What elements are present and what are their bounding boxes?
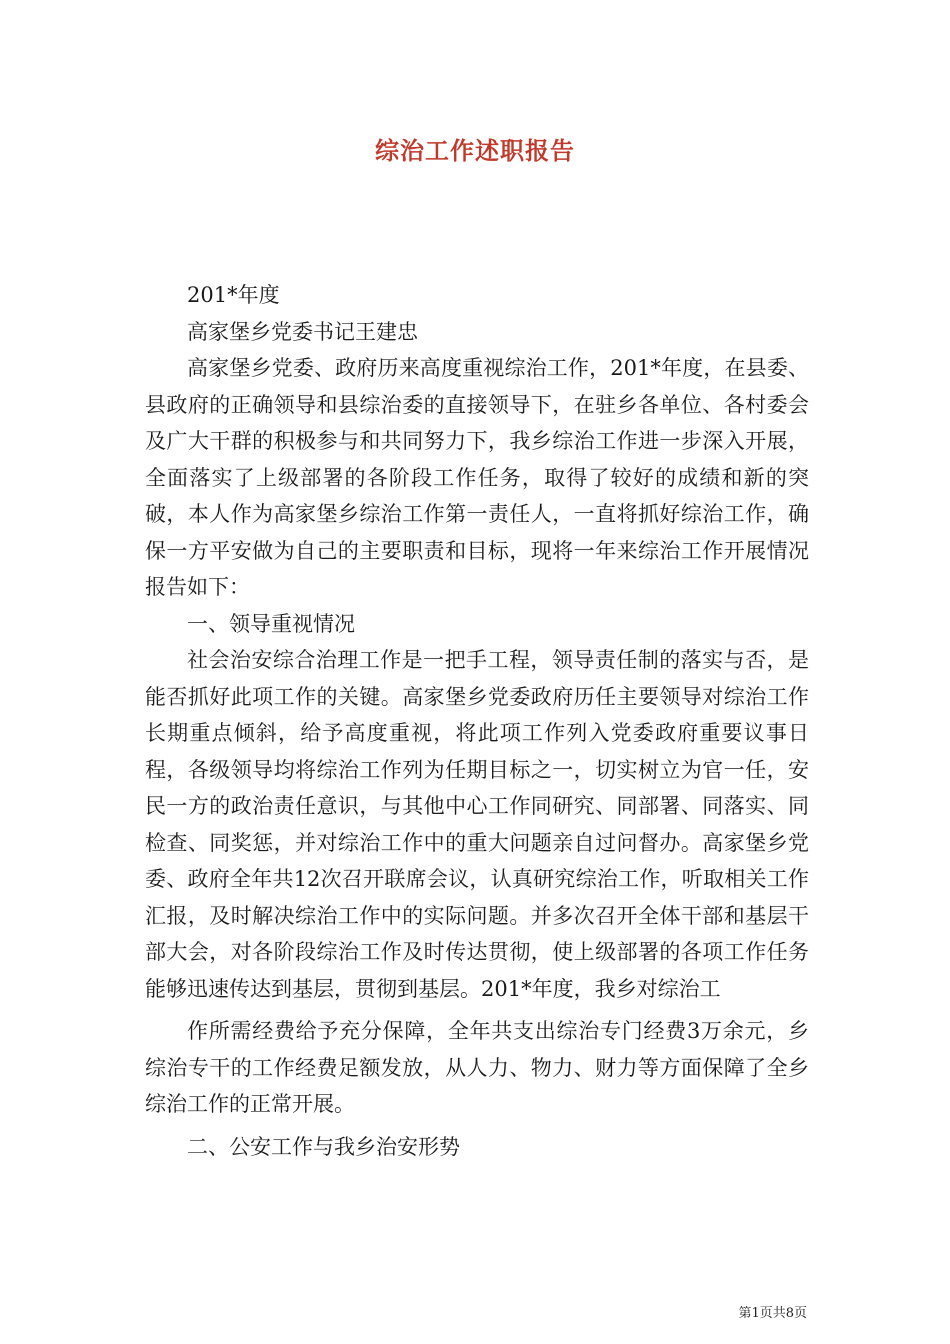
- document-body: [145, 277, 809, 1165]
- section-heading-2: 二、公安工作与我乡治安形势: [187, 1134, 460, 1159]
- paragraph-section-1: 社会治安综合治理工作是一把手工程，领导责任制的落实与否，是能否抓好此项工作的关键。高家堡乡党委政府历任主要领导对综治工作长期重点倾斜，给予高度重视，将此项工作列入党委政府重要议事日程，各级领导均将综治工作列为任期目标之一，切实树立为官一任，安民一方的政治责任意识，与其他中心工作同研究、同部署、同落实、同检查、同奖惩，并对综治工作中的重大问题亲自过问督办。高家堡乡党委、政府全年共12次召开联席会议，认真研究综治工作，听取相关工作汇报，及时解决综治工作中的实际问题。并多次召开全体干部和基层干部大会，对各阶段综治工作及时传达贯彻，使上级部署的各项工作任务能够迅速传达到基层，贯彻到基层。201*年度，我乡对综治工: [145, 648, 809, 1001]
- page-number: 第1页共8页: [738, 1306, 807, 1321]
- document-title: 综治工作述职报告: [375, 136, 575, 165]
- paragraph-section-1-continued: 作所需经费给予充分保障，全年共支出综治专门经费3万余元，乡综治专干的工作经费足额发放，从人力、物力、财力等方面保障了全乡综治工作的正常开展。: [145, 1019, 809, 1116]
- paragraph-author: 高家堡乡党委书记王建忠: [187, 319, 418, 344]
- paragraph-year: 201*年度: [187, 283, 280, 307]
- section-heading-1: 一、领导重视情况: [187, 611, 355, 636]
- paragraph-intro: 高家堡乡党委、政府历来高度重视综治工作，201*年度，在县委、县政府的正确领导和县综治委的直接领导下，在驻乡各单位、各村委会及广大干群的积极参与和共同努力下，我乡综治工作进一步深入开展，全面落实了上级部署的各阶段工作任务，取得了较好的成绩和新的突破，本人作为高家堡乡综治工作第一责任人，一直将抓好综治工作，确保一方平安做为自己的主要职责和目标，现将一年来综治工作开展情况报告如下：: [145, 356, 809, 599]
